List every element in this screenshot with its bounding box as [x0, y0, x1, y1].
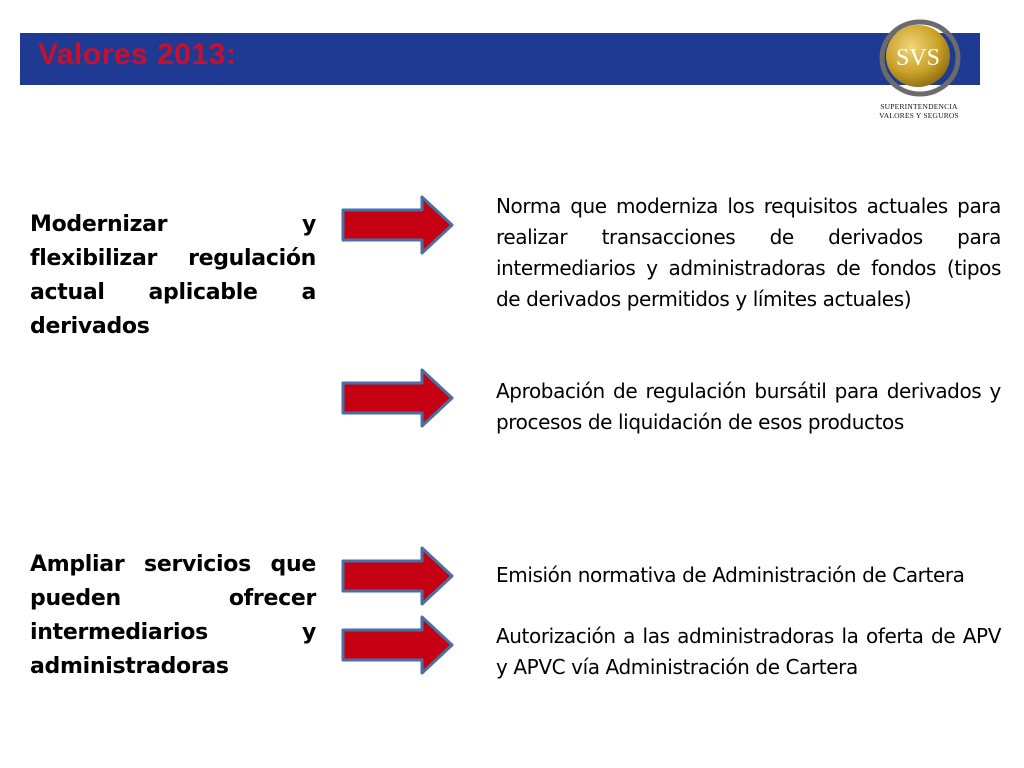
action-norma-derivados: Norma que moderniza los requisitos actuales para realizar transacciones de derivados para intermediarios y administradoras de fondos (tipos de derivados permitidos y límites actuales) — [496, 194, 1001, 311]
action-autorizacion-apv: Autorización a las administradoras la oferta de APV y APVC vía Administración de Cartera — [496, 624, 1001, 679]
arrow-right-icon — [340, 367, 455, 429]
arrow-right-icon — [340, 545, 455, 607]
svs-logo-text: SVS — [895, 45, 941, 71]
slide-title: Valores 2013: — [38, 38, 237, 71]
action-regulacion-bursatil: Aprobación de regulación bursátil para derivados y procesos de liquidación de esos productos — [496, 379, 1001, 434]
objective-servicios: Ampliar servicios que pueden ofrecer intermediarios y administradoras — [30, 552, 316, 679]
svs-logo-icon — [878, 16, 962, 100]
arrow-right-icon — [340, 194, 455, 256]
arrow-right-icon — [340, 614, 455, 676]
action-emision-normativa: Emisión normativa de Administración de Cartera — [496, 563, 965, 587]
objective-derivados: Modernizar y flexibilizar regulación actual aplicable a derivados — [30, 212, 316, 339]
logo-caption: SUPERINTENDENCIA VALORES Y SEGUROS — [879, 102, 959, 120]
